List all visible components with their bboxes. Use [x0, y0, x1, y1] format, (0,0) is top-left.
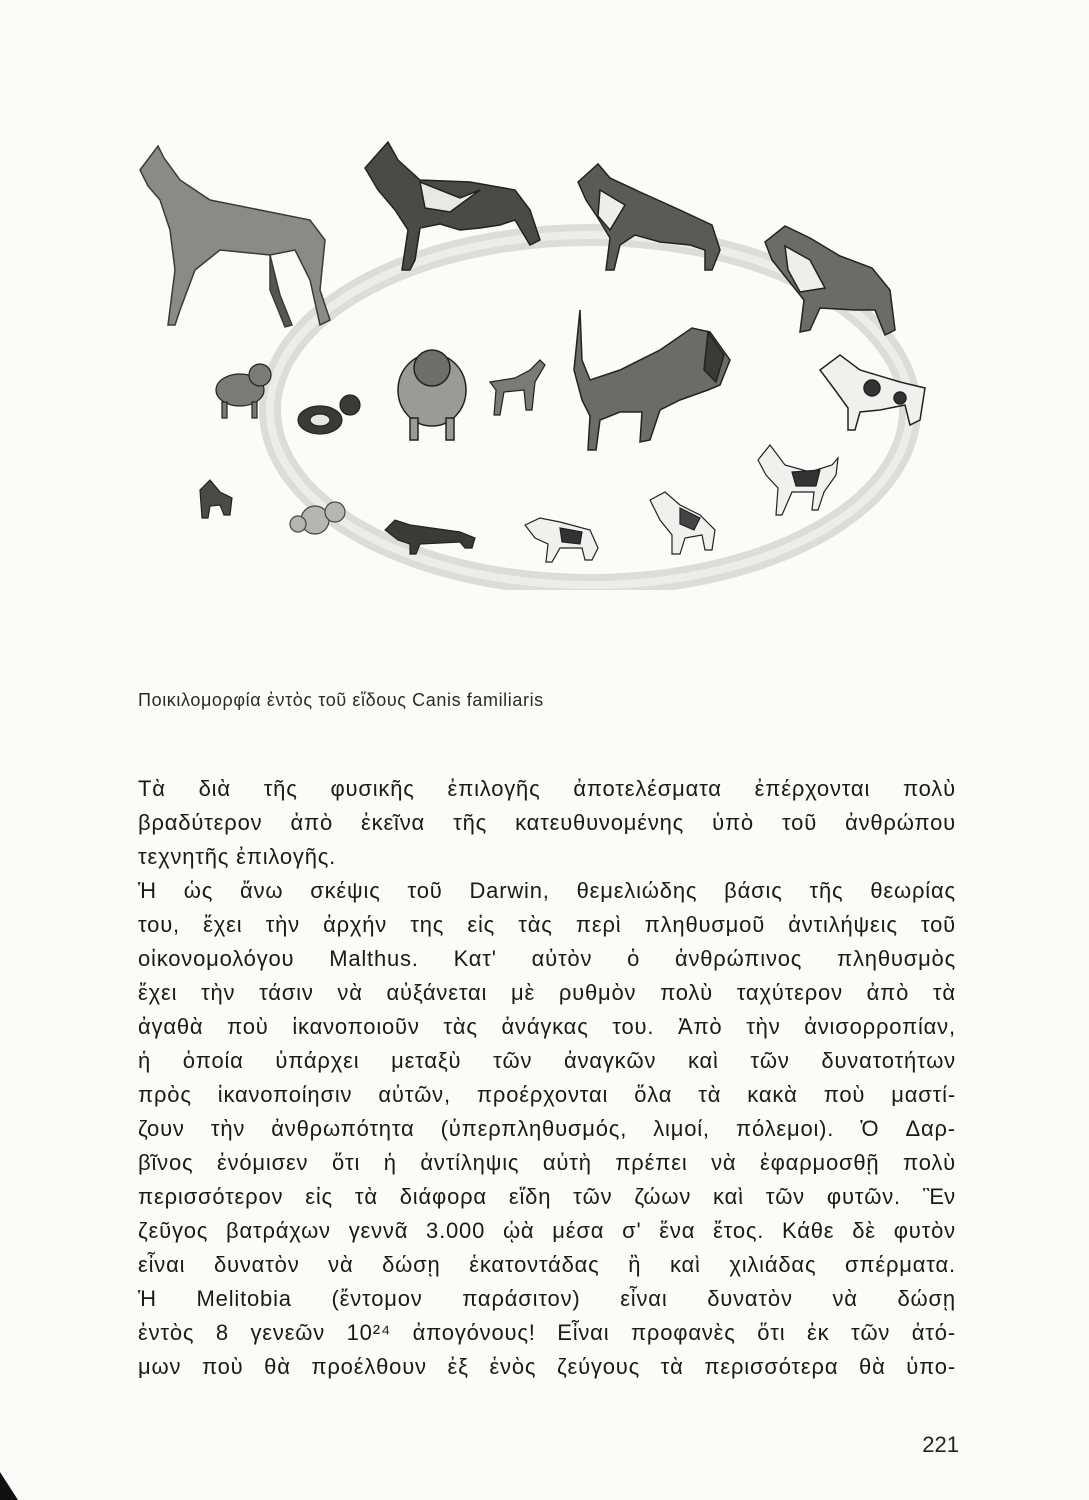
bulldog-icon — [398, 350, 466, 440]
text-line: Ἡ Melitobia (ἔντομον παράσιτον) εἶναι δυνατὸν νὰ δώσῃ — [138, 1286, 956, 1311]
greyhound-icon — [140, 146, 330, 327]
text-line: Τὰ διὰ τῆς φυσικῆς ἐπιλογῆς ἀποτελέσματα ἐπέρχονται πολὺ — [138, 776, 956, 801]
text-line: περισσότερον εἰς τὰ διάφορα εἴδη τῶν ζώων καὶ τῶν φυτῶν. Ἓν — [138, 1184, 956, 1209]
text-line: ἀγαθὰ ποὺ ἱκανοποιοῦν τὰς ἀνάγκας του. Ἀπὸ τὴν ἀνισορροπίαν, — [138, 1014, 956, 1039]
text-line: ἔχει τὴν τάσιν νὰ αὐξάνεται μὲ ρυθμὸν πολὺ ταχύτερον ἀπὸ τὰ — [138, 980, 956, 1005]
figure-caption: Ποικιλομορφία ἐντὸς τοῦ εἴδους Canis familiaris — [138, 690, 544, 710]
text-line: τεχνητῆς ἐπιλογῆς. — [138, 844, 337, 869]
text-line: πρὸς ἱκανοποίησιν αὐτῶν, προέρχονται ὅλα τὰ κακὰ ποὺ μαστί- — [138, 1082, 956, 1107]
text-line: βραδύτερον ἀπὸ ἐκεῖνα τῆς κατευθυνομένης ὑπὸ τοῦ ἀνθρώπου — [138, 810, 956, 835]
dog-breeds-illustration — [120, 120, 960, 590]
fox-terrier-icon — [525, 518, 598, 562]
spaniel-icon — [298, 395, 360, 434]
text-line: ζεῦγος βατράχων γεννᾶ 3.000 ᾠὰ μέσα σ' ἕνα ἔτος. Κάθε δὲ φυτὸν — [138, 1218, 956, 1243]
dog-breeds-figure — [120, 120, 960, 590]
text-line: βῖνος ἐνόμισεν ὅτι ἡ ἀντίληψις αὐτὴ πρέπει νὰ ἐφαρμοσθῇ πολὺ — [138, 1150, 956, 1175]
whippet-icon — [490, 360, 545, 415]
beagle-icon — [650, 492, 715, 554]
manchester-terrier-icon — [758, 445, 838, 515]
text-line: μων ποὺ θὰ προέλθουν ἐξ ἑνὸς ζεύγους τὰ περισσότερα θὰ ὑπο- — [138, 1354, 956, 1379]
text-line: ἐντὸς 8 γενεῶν 10²⁴ ἀπογόνους! Εἶναι προφανὲς ὅτι ἐκ τῶν ἀτό- — [138, 1320, 956, 1345]
text-line: ζουν τὴν ἀνθρωπότητα (ὑπερπληθυσμός, λιμοί, πόλεμοι). Ὁ Δαρ- — [138, 1116, 956, 1141]
text-line: οἰκονομολόγου Malthus. Κατ' αὐτὸν ὁ ἀνθρώπινος πληθυσμὸς — [138, 946, 956, 971]
chihuahua-icon — [200, 480, 232, 518]
text-line: εἶναι δυνατὸν νὰ δώσῃ ἑκατοντάδας ἢ καὶ χιλιάδας σπέρματα. — [138, 1252, 956, 1277]
bloodhound-icon — [574, 310, 730, 450]
page-number: 221 — [922, 1432, 959, 1457]
scan-corner-mark — [0, 1472, 18, 1500]
text-line: ἡ ὁποία ὑπάρχει μεταξὺ τῶν ἀναγκῶν καὶ τῶν δυνατοτήτων — [138, 1048, 956, 1073]
text-line: του, ἔχει τὴν ἀρχήν της εἰς τὰς περὶ πληθυσμοῦ ἀντιλήψεις τοῦ — [138, 912, 956, 937]
body-text — [138, 772, 956, 1384]
text-line: Ἡ ὡς ἄνω σκέψις τοῦ Darwin, θεμελιώδης βάσις τῆς θεωρίας — [138, 878, 956, 903]
